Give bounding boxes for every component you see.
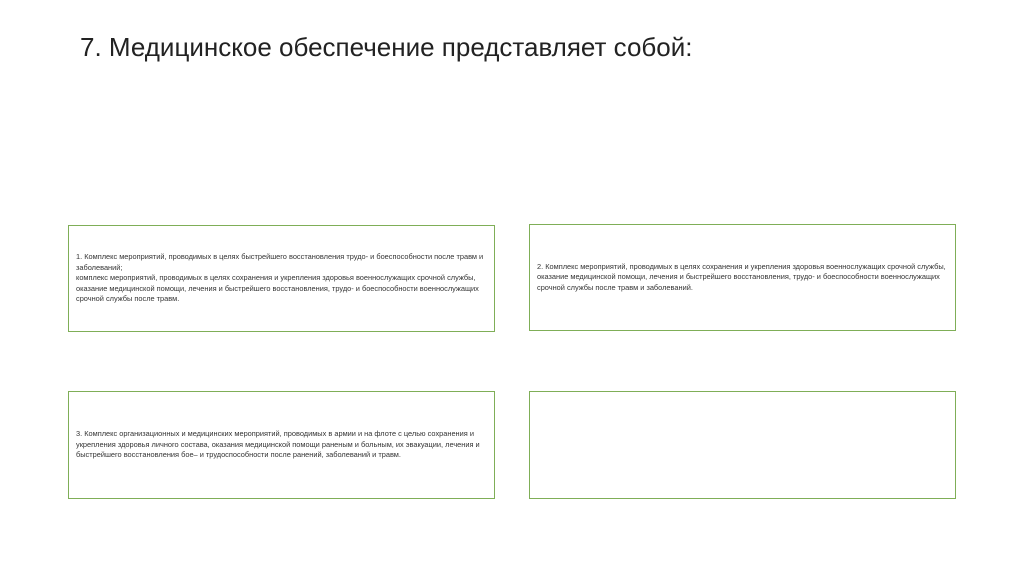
- answer-option-2-text: 2. Комплекс мероприятий, проводимых в целях сохранения и укрепления здоровья военнослужащих срочной службы, оказание медицинской помощи, лечения и быстрейшего восстановления, трудо- и боеспособности военнослужащих срочной службы после травм и заболеваний.: [537, 261, 946, 292]
- answer-option-2[interactable]: [529, 224, 956, 331]
- slide-title: 7. Медицинское обеспечение представляет собой:: [80, 32, 693, 62]
- answer-option-3-text: 3. Комплекс организационных и медицинских мероприятий, проводимых в армии и на флоте с целью сохранения и укрепления здоровья личного состава, оказания медицинской помощи раненым и больным, их эвакуации, лечения и быстрейшего восстановления бое– и трудоспособности после ранений, заболеваний и травм.: [76, 429, 480, 460]
- answer-option-1-text: 1. Комплекс мероприятий, проводимых в целях быстрейшего восстановления трудо- и боеспособности после травм и заболеваний; комплекс мероприятий, проводимых в целях сохранения и укрепления здоровья военнослужащих срочной службы, оказание медицинской помощи, лечения и быстрейшего восстановления, трудо- и боеспособности военнослужащих срочной службы после травм.: [76, 252, 484, 304]
- answer-option-3[interactable]: [68, 391, 495, 499]
- answer-option-1[interactable]: [68, 225, 495, 332]
- answer-option-4[interactable]: [529, 391, 956, 499]
